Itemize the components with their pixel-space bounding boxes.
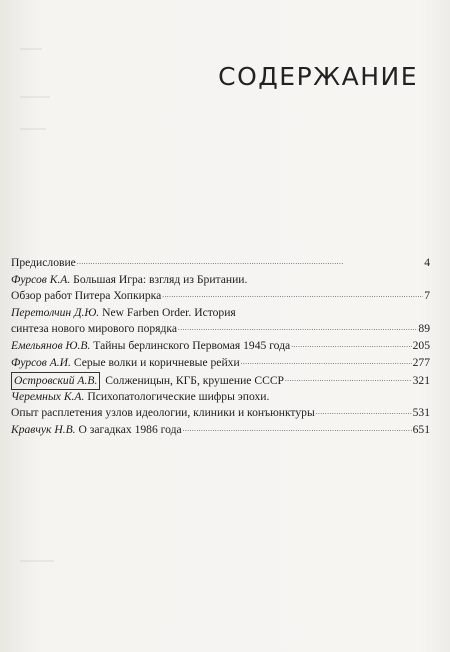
entry-title: О загадках 1986 года bbox=[75, 423, 182, 436]
dot-leader bbox=[183, 423, 412, 435]
bleed-through-mark bbox=[20, 560, 54, 562]
entry-title-continued: Опыт расплетения узлов идеологии, клиники и конъюнктуры bbox=[11, 406, 315, 419]
entry-author: Фурсов К.А. bbox=[11, 273, 71, 286]
toc-entry-emelyanov bbox=[11, 338, 430, 354]
page-title: СОДЕРЖАНИЕ bbox=[218, 62, 418, 91]
page-number: 277 bbox=[412, 356, 430, 369]
entry-title: Тайны берлинского Первомая 1945 года bbox=[90, 339, 291, 352]
dot-leader bbox=[291, 339, 411, 351]
bleed-through-mark bbox=[20, 128, 46, 130]
toc-entry-kravchuk bbox=[11, 422, 430, 438]
entry-title: Психопатологические шифры эпохи. bbox=[84, 390, 270, 403]
entry-author: Черемных К.А. bbox=[11, 390, 85, 403]
dot-leader bbox=[162, 289, 423, 301]
page-number: 4 bbox=[424, 256, 430, 269]
entry-title: Солженицын, КГБ, крушение СССР bbox=[102, 374, 284, 387]
page-number: 7 bbox=[424, 289, 430, 302]
dot-leader bbox=[241, 356, 412, 368]
bleed-through-mark bbox=[20, 96, 50, 98]
entry-author: Перетолчин Д.Ю. bbox=[11, 306, 100, 319]
entry-author: Емельянов Ю.В. bbox=[11, 339, 91, 352]
toc-entry-ostrovsky bbox=[11, 372, 430, 388]
entry-author: Фурсов А.И. bbox=[11, 356, 71, 369]
entry-title: Предисловие bbox=[11, 256, 76, 269]
page-number: 321 bbox=[412, 374, 430, 387]
bleed-through-mark bbox=[20, 48, 42, 50]
entry-title-continued: синтеза нового мирового порядка bbox=[11, 322, 178, 335]
table-of-contents bbox=[11, 255, 430, 439]
entry-title-continued: Обзор работ Питера Хопкирка bbox=[11, 289, 162, 302]
entry-title: Большая Игра: взгляд из Британии. bbox=[70, 273, 248, 286]
toc-entry-fursov-ka bbox=[11, 272, 430, 304]
toc-entry-peretolchin bbox=[11, 305, 430, 337]
entry-author-boxed: Островский А.В. bbox=[11, 372, 100, 390]
page-number: 531 bbox=[412, 406, 430, 419]
entry-title: Серые волки и коричневые рейхи bbox=[70, 356, 240, 369]
dot-leader bbox=[178, 322, 417, 334]
page-number: 651 bbox=[412, 423, 430, 436]
entry-title: New Farben Order. История bbox=[99, 306, 236, 319]
dot-leader bbox=[285, 373, 412, 385]
dot-leader bbox=[316, 406, 412, 418]
toc-entry-fursov-ai bbox=[11, 355, 430, 371]
toc-entry-preface bbox=[11, 255, 430, 271]
page-number: 205 bbox=[412, 339, 430, 352]
toc-entry-cheremnykh bbox=[11, 389, 430, 421]
entry-author: Кравчук Н.В. bbox=[11, 423, 76, 436]
dot-leader bbox=[77, 256, 423, 268]
page-number: 89 bbox=[418, 322, 430, 335]
